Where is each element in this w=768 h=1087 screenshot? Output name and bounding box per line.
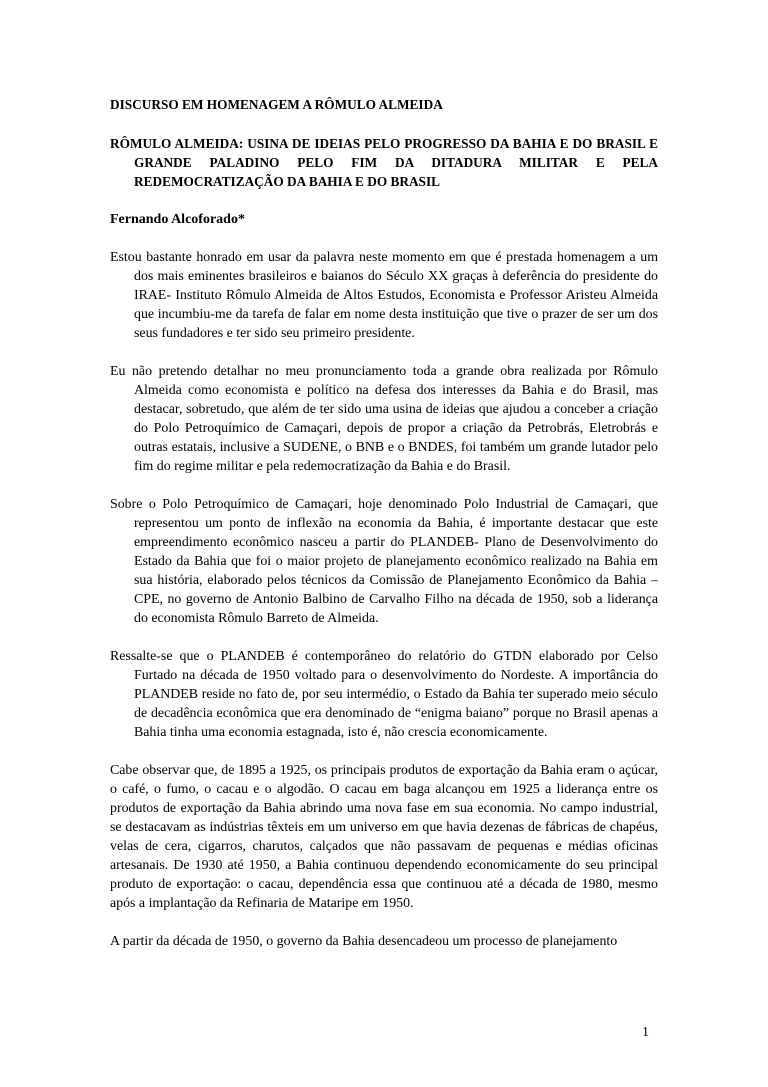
page-number: 1 [642, 1025, 649, 1040]
paragraph-2: Eu não pretendo detalhar no meu pronunciamento toda a grande obra realizada por Rômulo Almeida como economista e político na defesa dos interesses da Bahia e do Brasil, mas destacar, sobretudo, que além de ter sido uma usina de ideias que ajudou a conceber a criação do Polo Petroquímico de Camaçari, depois de propor a criação da Petrobrás, Eletrobrás e outras estatais, inclusive a SUDENE, o BNB e o BNDES, foi também um grande lutador pelo fim do regime militar e pela redemocratização da Bahia e do Brasil. [110, 364, 658, 474]
document-heading: DISCURSO EM HOMENAGEM A RÔMULO ALMEIDA [110, 97, 443, 112]
paragraph-1: Estou bastante honrado em usar da palavra neste momento em que é prestada homenagem a um dos mais eminentes brasileiros e baianos do Século XX graças à deferência do presidente do IRAE- Instituto Rômulo Almeida de Altos Estudos, Economista e Professor Aristeu Almeida que incumbiu-me da tarefa de falar em nome desta instituição que tive o prazer de ser um dos seus fundadores e ter sido seu primeiro presidente. [110, 250, 658, 341]
paragraph-6: A partir da década de 1950, o governo da Bahia desencadeou um processo de planejamento [110, 934, 618, 949]
paragraph-5: Cabe observar que, de 1895 a 1925, os principais produtos de exportação da Bahia eram o açúcar, o café, o fumo, o cacau e o algodão. O cacau em baga alcançou em 1925 a liderança entre os produtos de exportação da Bahia abrindo uma nova fase em sua economia. No campo industrial, se destacavam as indústrias têxteis em um universo em que havia dezenas de fábricas de chapéus, velas de cera, cigarros, charutos, calçados que não passavam de pequenas e médias oficinas artesanais. De 1930 até 1950, a Bahia continuou dependendo economicamente do seu principal produto de exportação: o cacau, dependência essa que continuou até a década de 1980, mesmo após a implantação da Refinaria de Mataripe em 1950. [110, 763, 658, 911]
paragraph-3: Sobre o Polo Petroquímico de Camaçari, hoje denominado Polo Industrial de Camaçari, que representou um ponto de inflexão na economia da Bahia, é importante destacar que este empreendimento econômico nasceu a partir do PLANDEB- Plano de Desenvolvimento do Estado da Bahia que foi o maior projeto de planejamento econômico realizado na Bahia em sua história, elaborado pelos técnicos da Comissão de Planejamento Econômico da Bahia –CPE, no governo de Antonio Balbino de Carvalho Filho na década de 1950, sob a liderança do economista Rômulo Barreto de Almeida. [110, 497, 658, 626]
document-page [110, 95, 658, 951]
author-name: Fernando Alcoforado* [110, 212, 245, 227]
document-subtitle: RÔMULO ALMEIDA: USINA DE IDEIAS PELO PROGRESSO DA BAHIA E DO BRASIL E GRANDE PALADINO PELO FIM DA DITADURA MILITAR E PELA REDEMOCRATIZAÇÃO DA BAHIA E DO BRASIL [110, 136, 658, 189]
paragraph-4: Ressalte-se que o PLANDEB é contemporâneo do relatório do GTDN elaborado por Celso Furtado na década de 1950 voltado para o desenvolvimento do Nordeste. A importância do PLANDEB reside no fato de, por seu intermédio, o Estado da Bahia ter superado meio século de decadência econômica que era denominado de “enigma baiano” porque no Brasil apenas a Bahia tinha uma economia estagnada, isto é, não crescia economicamente. [110, 649, 658, 740]
